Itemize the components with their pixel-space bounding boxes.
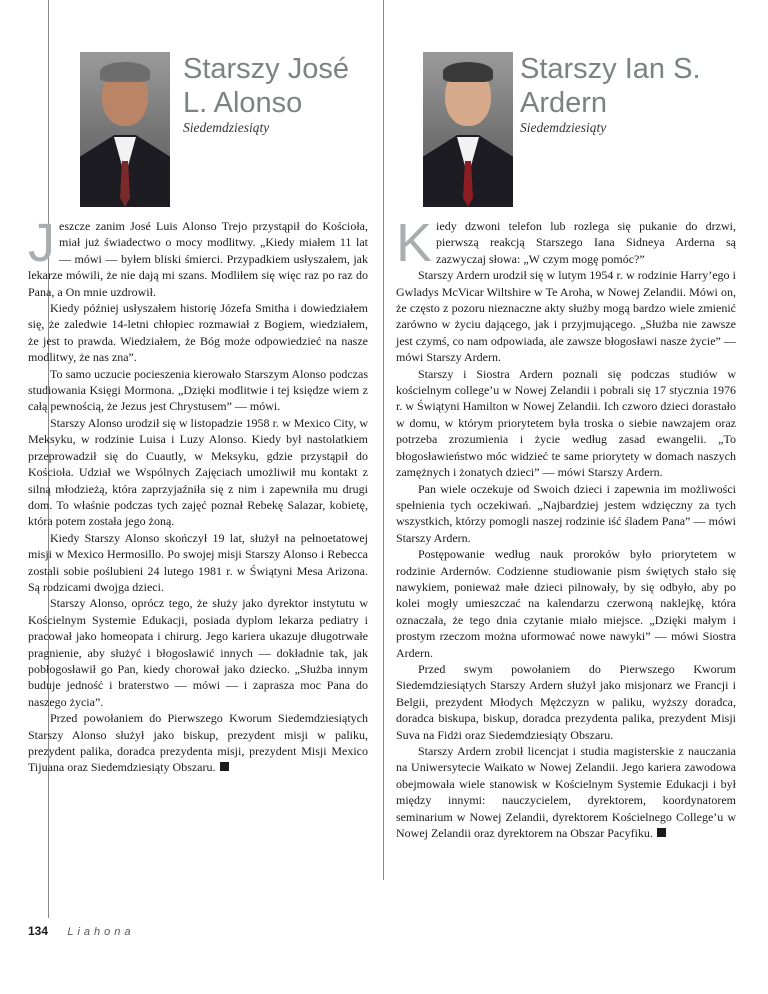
drop-cap: K	[396, 213, 433, 273]
drop-cap: J	[28, 213, 55, 273]
paragraph: Przed swym powołaniem do Pierwszego Kworum Siedemdziesiątych Starszy Ardern służył jako misjonarz we Francji i Belgii, prezydent Młodych Mężczyzn w paliku, wyższy doradca, doradca biskupa, biskup, doradca prezydenta palika, prezydent Misji Suva na Fidżi oraz Siedemdziesiąty Obszaru.	[396, 661, 736, 742]
portrait-photo-ardern	[423, 52, 513, 207]
paragraph: Starszy Alonso, oprócz tego, że służy jako dyrektor instytutu w Kościelnym Systemie Edukacji, posiada dyplom lekarza pediatry i pracował jako homeopata i chirurg. Jego kariera ukazuje długotrwałe pragnienie, aby służyć i błogosławić innych — dokładnie tak, jak pobłogosławił go Pan, kiedy chorował jako dziecko. „Służba innym buduje jedność i braterstwo — mówi — i zaprasza moc Pana do naszego życia”.	[28, 596, 368, 709]
paragraph: Starszy i Siostra Ardern poznali się podczas studiów w kościelnym college’u w Nowej Zelandii i pobrali się 17 stycznia 1976 r. w Świątyni Hamilton w Nowej Zelandii. Ich czworo dzieci dorastało w domu, w którym priorytetem była troska o siebie nawzajem oraz potrzeba zrozumienia i życie według zasad ewangelii. „To błogosławieństwo móc widzieć te same priorytety w domach naszych zamężnych i żonatych dzieci” — mówi Starszy Ardern.	[396, 366, 736, 480]
end-mark-icon	[657, 828, 666, 837]
paragraph: Jeszcze zanim José Luis Alonso Trejo przystąpił do Kościoła, miał już świadectwo o mocy modlitwy. „Kiedy miałem 11 lat — mówi — byłem bliski śmierci. Przypadkiem usłyszałem, jak lekarze mówili, że nie dają mi szans. Modliłem się więc raz po raz do Pana, a On mnie uzdrowił.	[28, 213, 368, 299]
paragraph: Starszy Ardern urodził się w lutym 1954 r. w rodzinie Harry’ego i Gwladys McVicar Wiltshire w Te Aroha, w Nowej Zelandii. Mówi on, że często z pozoru nieznaczne akty służby mogą bardzo wiele zmienić zarówno w życiu dającego, jak i przyjmującego. „Służba nie zawsze jest czymś, co nam odpowiada, ale zawsze błogosławi nasze życie” — mówi Starszy Ardern.	[396, 268, 736, 365]
end-mark-icon	[220, 762, 229, 771]
paragraph: Kiedy Starszy Alonso skończył 19 lat, służył na pełnoetatowej misji w Mexico Hermosillo. Po swojej misji Starszy Alonso i Rebecca zostali sobie poślubieni 24 lutego 1981 r. w Świątyni Mesa Arizona. Są rodzicami dwojga dzieci.	[28, 530, 368, 594]
portrait-photo-alonso	[80, 52, 170, 207]
profile-role-alonso: Siedemdziesiąty	[183, 120, 270, 135]
magazine-name: Liahona	[67, 926, 135, 938]
paragraph: Starszy Alonso urodził się w listopadzie 1958 r. w Mexico City, w Meksyku, w rodzinie Luisa i Luzy Alonso. Kiedy był nastolatkiem przeprowadził się do Cuautly, w Meksyku, gdzie przystąpił do Kościoła. Udział we Wspólnych Zajęciach umożliwił mu kontakt z silną młodzieżą, która zaprzyjaźniła się z nim i zapewniła mu drugi dom. To właśnie podczas tych zajęć poznał Rebekę Salazar, kobietę, która potem została jego żoną.	[28, 415, 368, 529]
paragraph: Przed powołaniem do Pierwszego Kworum Siedemdziesiątych Starszy Alonso służył jako biskup, prezydent misji w paliku, prezydent palika, doradca prezydenta misji, prezydent Misji Mexico Tijuana oraz Siedemdziesiąty Obszaru.	[28, 711, 368, 775]
paragraph: Kiedy dzwoni telefon lub rozlega się pukanie do drzwi, pierwszą reakcją Starszego Iana Sidneya Arderna są zazwyczaj słowa: „W czym mogę pomóc?”	[396, 213, 736, 273]
paragraph: Kiedy później usłyszałem historię Józefa Smitha i dowiedziałem się, że zaledwie 14-letni chłopiec rozmawiał z Bogiem, wiedziałem, że jest to prawda. Wiedziałem, że Bóg może odpowiedzieć na nasze modlitwy, że nas zna”.	[28, 301, 368, 365]
paragraph: Postępowanie według nauk proroków było priorytetem w rodzinie Ardernów. Codzienne studiowanie pism świętych stało się nawykiem, ponieważ małe dzieci pilnowały, by się odbyło, aby po kolei mogły umieszczać na kalendarzu czerwoną naklejkę, która oznaczała, że tego dnia czytanie miało miejsce. „Dzięki małym i prostym rzeczom można uformować nowe nawyki” — mówi Siostra Ardern.	[396, 547, 736, 660]
profile-name-alonso: Starszy José L. Alonso	[183, 53, 349, 119]
paragraph: To samo uczucie pocieszenia kierowało Starszym Alonso podczas studiowania Księgi Mormona. „Dzięki modlitwie i tej księdze wiem z całą pewnością, że Jezus jest Chrystusem” — mówi.	[28, 366, 368, 414]
page-footer	[28, 924, 135, 938]
page-number: 134	[28, 924, 49, 938]
column-divider	[383, 0, 384, 880]
profile-name-ardern: Starszy Ian S. Ardern	[520, 53, 701, 119]
profile-role-ardern: Siedemdziesiąty	[520, 120, 607, 135]
article-alonso	[28, 213, 368, 776]
paragraph: Pan wiele oczekuje od Swoich dzieci i zapewnia im możliwości spełnienia tych oczekiwań. „Najbardziej jestem wdzięczny za tych wszystkich, którzy pomogli naszej rodzinie iść śladem Pana” — mówi Starszy Ardern.	[396, 481, 736, 545]
paragraph: Starszy Ardern zrobił licencjat i studia magisterskie z nauczania na Uniwersytecie Waikato w Nowej Zelandii. Jego kariera zawodowa obejmowała wiele stanowisk w Kościelnym Systemie Edukacji i był między innymi: nauczycielem, dyrektorem, koordynatorem seminarium w Nowej Zelandii, dyrektorem Kościelnego College’u w Nowej Zelandii oraz dyrektorem na Obszar Pacyfiku.	[396, 744, 736, 841]
article-ardern	[396, 213, 736, 841]
